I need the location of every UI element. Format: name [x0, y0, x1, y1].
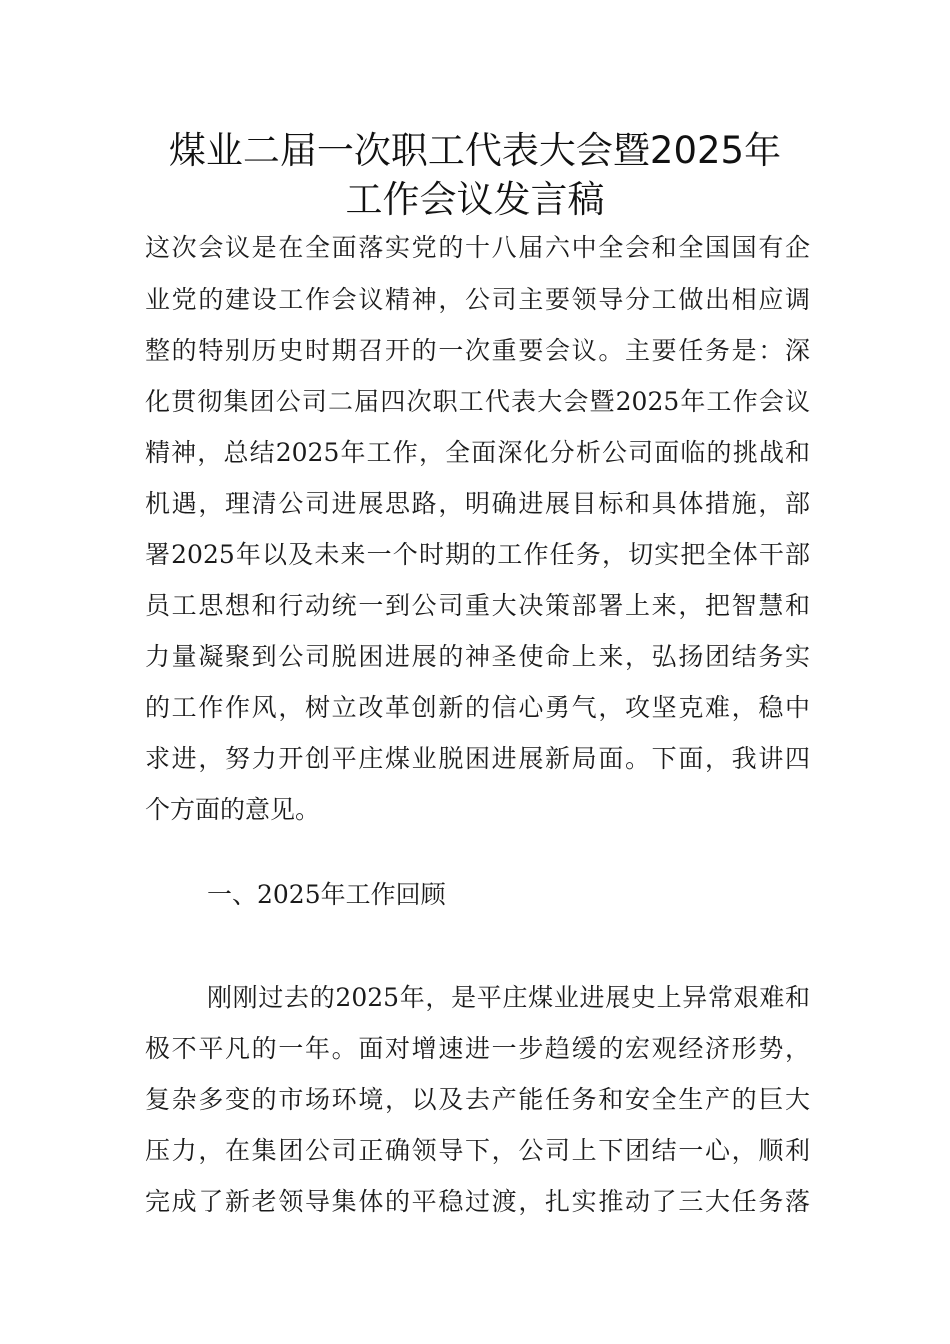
- intro-line: 力量凝聚到公司脱困进展的神圣使命上来，弘扬团结务实: [145, 642, 810, 671]
- intro-line: 个方面的意见。: [145, 795, 321, 824]
- intro-line: 求进，努力开创平庄煤业脱困进展新局面。下面，我讲四: [145, 744, 810, 773]
- document-title-line-1: 煤业二届一次职工代表大会暨2025年: [168, 129, 782, 172]
- document-title-line-2: 工作会议发言稿: [345, 178, 605, 221]
- intro-line: 业党的建设工作会议精神，公司主要领导分工做出相应调: [145, 285, 810, 314]
- intro-line: 化贯彻集团公司二届四次职工代表大会暨2025年工作会议: [145, 387, 810, 416]
- section-line: 刚刚过去的2025年，是平庄煤业进展史上异常艰难和: [207, 983, 810, 1012]
- section-line: 完成了新老领导集体的平稳过渡，扎实推动了三大任务落: [145, 1187, 810, 1216]
- intro-line: 精神，总结2025年工作，全面深化分析公司面临的挑战和: [145, 438, 810, 467]
- section-line: 复杂多变的市场环境，以及去产能任务和安全生产的巨大: [145, 1085, 810, 1114]
- intro-line: 员工思想和行动统一到公司重大决策部署上来，把智慧和: [145, 591, 810, 620]
- intro-line: 这次会议是在全面落实党的十八届六中全会和全国国有企: [145, 233, 810, 262]
- section-heading: 一、2025年工作回顾: [207, 880, 446, 909]
- intro-line: 署2025年以及未来一个时期的工作任务，切实把全体干部: [145, 540, 810, 569]
- intro-line: 的工作作风，树立改革创新的信心勇气，攻坚克难，稳中: [145, 693, 810, 722]
- section-line: 极不平凡的一年。面对增速进一步趋缓的宏观经济形势，: [145, 1034, 810, 1063]
- intro-line: 机遇，理清公司进展思路，明确进展目标和具体措施，部: [145, 489, 810, 518]
- intro-line: 整的特别历史时期召开的一次重要会议。主要任务是：深: [145, 336, 810, 365]
- section-line: 压力，在集团公司正确领导下，公司上下团结一心，顺利: [145, 1136, 810, 1165]
